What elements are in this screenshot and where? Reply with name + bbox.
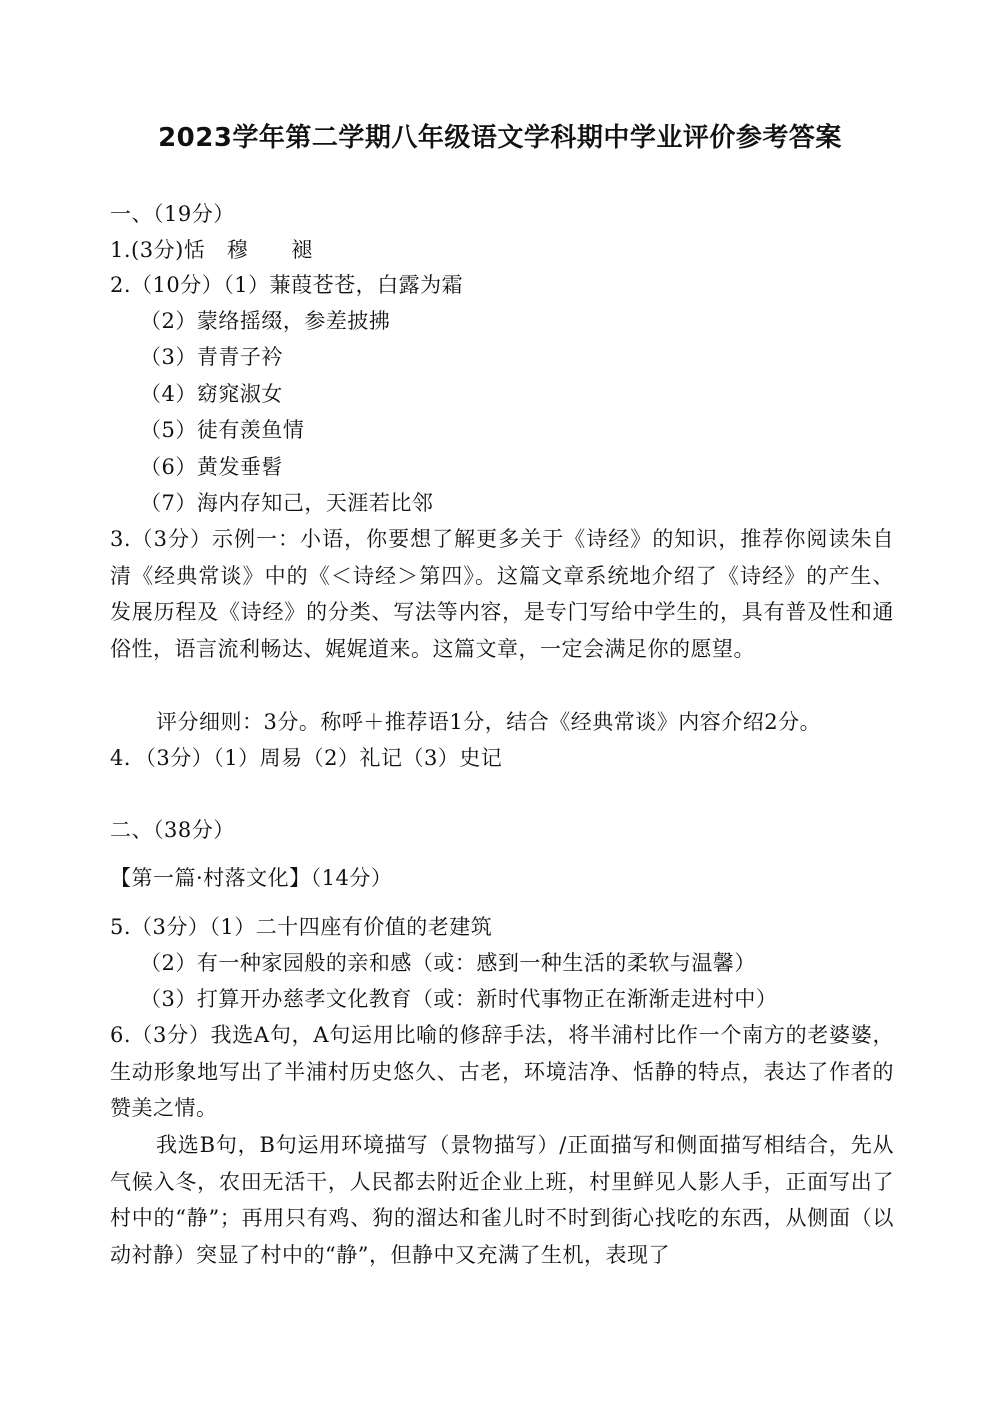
question-5-item: （3）打算开办慈孝文化教育（或：新时代事物正在渐渐走进村中） xyxy=(140,987,778,1011)
question-2-answer: 2.（10分）（1）蒹葭苍苍，白露为霜 xyxy=(110,273,464,297)
question-2-item: （5）徒有羡鱼情 xyxy=(140,418,305,442)
question-2-item: （4）窈窕淑女 xyxy=(140,382,283,406)
question-4-answer: 4．（3分）（1）周易（2）礼记（3）史记 xyxy=(110,746,503,770)
question-3-answer: 3.（3分）示例一：小语，你要想了解更多关于《诗经》的知识，推荐你阅读朱自清《经典常谈》中的《＜诗经＞第四》。这篇文章系统地介绍了《诗经》的产生、发展历程及《诗经》的分类、写法等内容，是专门写给中学生的，具有普及性和通俗性，语言流利畅达、娓娓道来。这篇文章，一定会满足你的愿望。 xyxy=(110,527,894,661)
page-title: 2023学年第二学期八年级语文学科期中学业评价参考答案 xyxy=(158,123,842,153)
question-5-item: （2）有一种家园般的亲和感（或：感到一种生活的柔软与温馨） xyxy=(140,951,756,975)
question-6-answer-a: 6.（3分）我选A句，A句运用比喻的修辞手法，将半浦村比作一个南方的老婆婆，生动形象地写出了半浦村历史悠久、古老，环境洁净、恬静的特点，表达了作者的赞美之情。 xyxy=(110,1023,894,1120)
question-3-scoring-rule: 评分细则：3分。称呼＋推荐语1分，结合《经典常谈》内容介绍2分。 xyxy=(156,710,822,734)
section1-heading: 一、（19分） xyxy=(110,202,235,226)
question-2-item: （6）黄发垂髫 xyxy=(140,455,283,479)
question-6-answer-b: 我选B句，B句运用环境描写（景物描写）/正面描写和侧面描写相结合，先从气候入冬，农田无活干，人民都去附近企业上班，村里鲜见人影人手，正面写出了村中的“静”；再用只有鸡、狗的溜达和雀儿时不时到街心找吃的东西，从侧面（以动衬静）突显了村中的“静”，但静中又充满了生机，表现了 xyxy=(110,1133,894,1267)
question-2-item: （2）蒙络摇缀，参差披拂 xyxy=(140,309,391,333)
section2-heading: 二、（38分） xyxy=(110,818,235,842)
question-2-item: （7）海内存知己，天涯若比邻 xyxy=(140,491,434,515)
question-5-answer: 5.（3分）（1）二十四座有价值的老建筑 xyxy=(110,915,493,939)
part1-heading: 【第一篇·村落文化】（14分） xyxy=(110,866,393,890)
question-1-answer: 1.(3分)恬 穆 褪 xyxy=(110,238,313,262)
question-2-item: （3）青青子衿 xyxy=(140,345,283,369)
